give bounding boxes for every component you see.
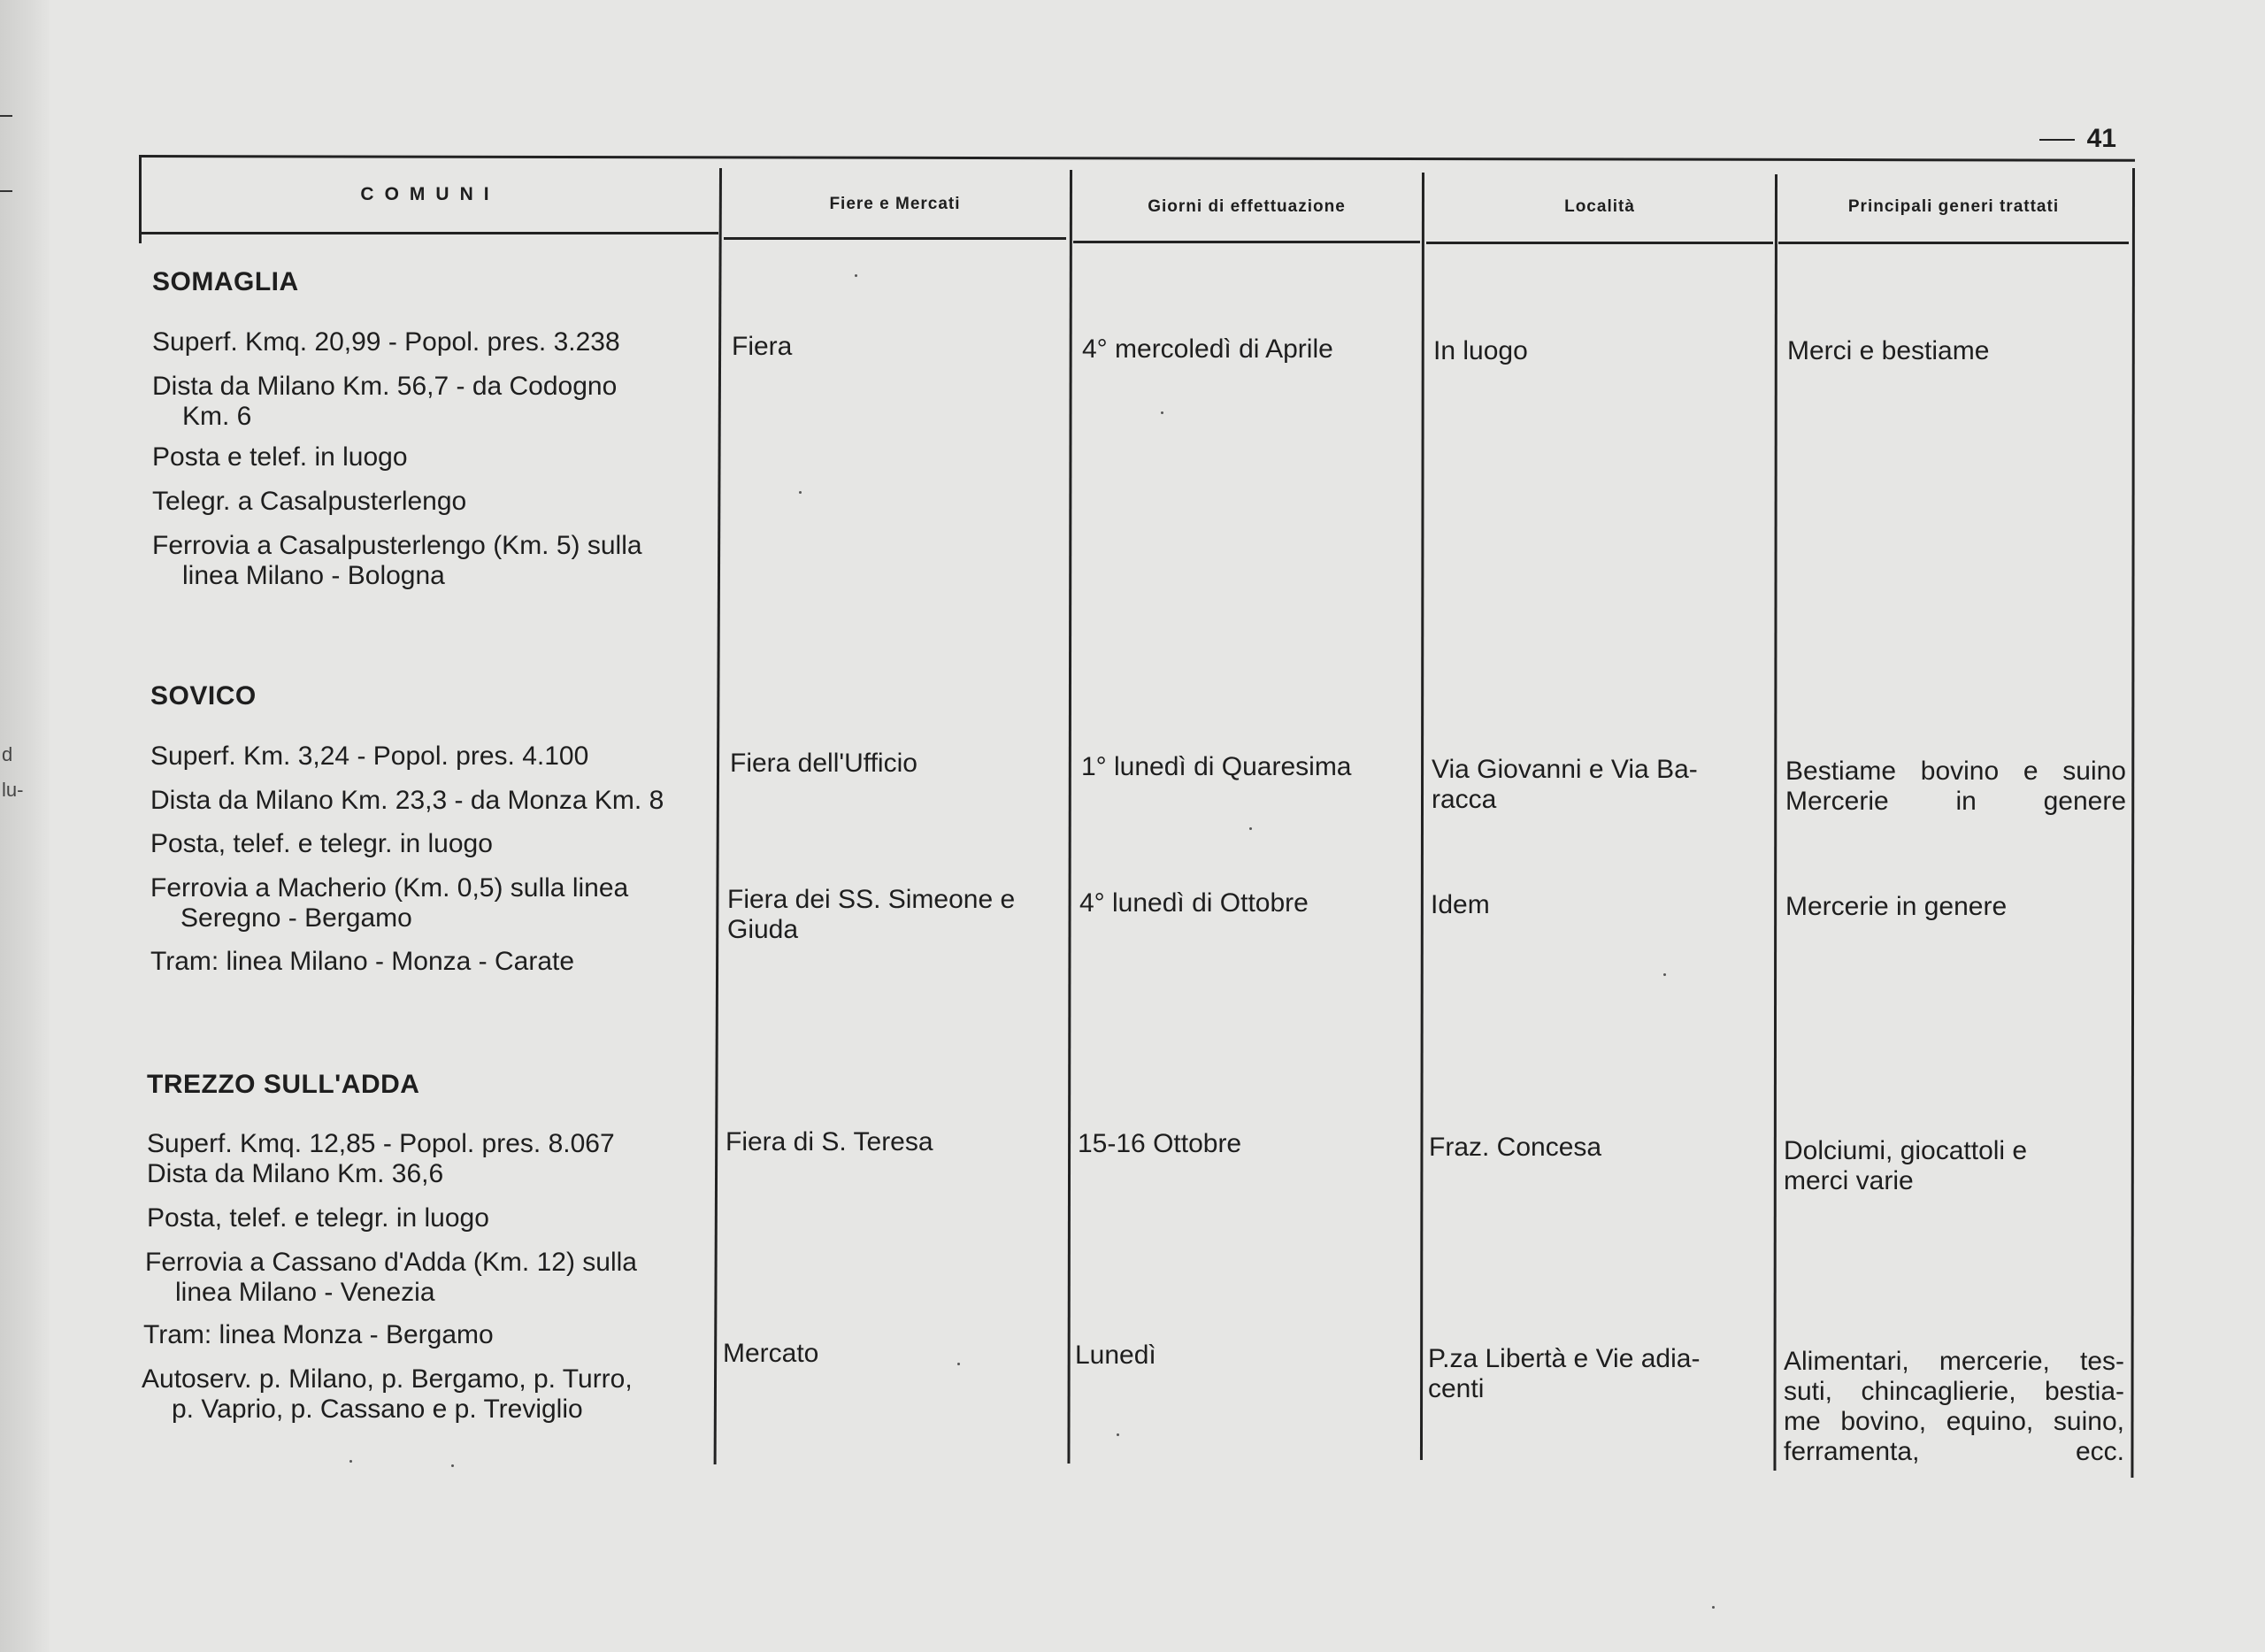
header-underline-comuni xyxy=(142,232,718,234)
column-separator xyxy=(1420,173,1424,1460)
binding-mark xyxy=(0,190,12,192)
town-name: SOMAGLIA xyxy=(152,267,299,296)
scan-speck xyxy=(1161,411,1163,414)
localita-cell: Via Giovanni e Via Ba- racca xyxy=(1432,755,1698,814)
generi-cell: Dolciumi, giocattoli e merci varie xyxy=(1784,1136,2028,1195)
localita-cell: Fraz. Concesa xyxy=(1429,1133,1602,1162)
fiera-cell: Fiera xyxy=(732,332,793,361)
town-info-line: Superf. Kmq. 12,85 - Popol. pres. 8.067 xyxy=(147,1129,615,1158)
table-top-rule xyxy=(139,155,2135,162)
town-name: TREZZO SULL'ADDA xyxy=(147,1070,420,1099)
header-localita: Località xyxy=(1564,197,1635,216)
town-info-line: Ferrovia a Macherio (Km. 0,5) sulla linea Seregno - Bergamo xyxy=(150,873,629,933)
town-info-line: Dista da Milano Km. 36,6 xyxy=(147,1159,444,1188)
scan-speck xyxy=(1249,827,1252,830)
scan-speck xyxy=(855,274,857,277)
localita-cell: In luogo xyxy=(1433,336,1528,365)
generi-cell: Bestiame bovino e suino Mercerie in genere xyxy=(1785,757,2126,816)
header-underline-giorni xyxy=(1073,241,1420,243)
town-info-line: Ferrovia a Casalpusterlengo (Km. 5) sulla linea Milano - Bologna xyxy=(152,531,642,590)
fiera-cell: Mercato xyxy=(723,1339,819,1368)
giorni-cell: 1° lunedì di Quaresima xyxy=(1081,752,1352,781)
town-info-line: Tram: linea Milano - Monza - Carate xyxy=(150,947,575,976)
town-info-line: Superf. Kmq. 20,99 - Popol. pres. 3.238 xyxy=(152,327,620,357)
scan-speck xyxy=(1663,973,1666,976)
column-separator xyxy=(1773,174,1777,1471)
scan-speck xyxy=(1117,1433,1119,1436)
localita-cell: P.za Libertà e Vie adia- centi xyxy=(1428,1344,1701,1403)
scan-speck xyxy=(799,491,802,494)
giorni-cell: 15-16 Ottobre xyxy=(1078,1129,1242,1158)
scan-speck xyxy=(1712,1606,1715,1609)
generi-cell: Mercerie in genere xyxy=(1785,892,2008,921)
scan-speck xyxy=(349,1460,352,1463)
fiera-cell: Fiera di S. Teresa xyxy=(726,1127,933,1156)
town-info-line: Posta, telef. e telegr. in luogo xyxy=(150,829,493,858)
header-underline-generi xyxy=(1778,242,2129,244)
scan-speck xyxy=(451,1464,454,1467)
binding-text-fragment: lu- xyxy=(2,779,24,801)
town-info-line: Dista da Milano Km. 23,3 - da Monza Km. 8 xyxy=(150,786,664,815)
binding-text-fragment: d xyxy=(2,743,13,765)
header-comuni: COMUNI xyxy=(360,184,500,204)
column-separator xyxy=(1067,170,1072,1464)
fiera-cell: Fiera dell'Ufficio xyxy=(730,749,918,778)
town-info-line: Telegr. a Casalpusterlengo xyxy=(152,487,467,516)
header-underline-localita xyxy=(1426,242,1773,244)
page-number-value: 41 xyxy=(2086,124,2116,153)
table-right-rule xyxy=(2131,168,2135,1478)
town-info-line: Ferrovia a Cassano d'Adda (Km. 12) sulla linea Milano - Venezia xyxy=(145,1248,637,1307)
header-principali-generi: Principali generi trattati xyxy=(1847,197,2060,216)
page-number xyxy=(2039,124,2116,154)
town-info-line: Posta e telef. in luogo xyxy=(152,442,408,472)
town-info-line: Posta, telef. e telegr. in luogo xyxy=(147,1203,489,1233)
scan-speck xyxy=(957,1363,960,1365)
town-info-line: Dista da Milano Km. 56,7 - da Codogno Km. 6 xyxy=(152,372,618,431)
fiera-cell: Fiera dei SS. Simeone e Giuda xyxy=(727,885,1016,944)
town-info-line: Tram: linea Monza - Bergamo xyxy=(143,1320,494,1349)
header-giorni-di-effettuazione: Giorni di effettuazione xyxy=(1148,197,1346,216)
generi-cell: Merci e bestiame xyxy=(1787,336,1990,365)
book-binding-edge xyxy=(0,0,50,1652)
binding-mark xyxy=(0,115,12,117)
giorni-cell: Lunedì xyxy=(1075,1341,1156,1370)
column-separator xyxy=(714,168,722,1464)
town-info-line: Autoserv. p. Milano, p. Bergamo, p. Turro, p. Vaprio, p. Cassano e p. Treviglio xyxy=(142,1364,633,1424)
header-underline-fiere xyxy=(724,237,1066,240)
page-number-dash xyxy=(2039,139,2075,141)
generi-cell: Alimentari, mercerie, tes- suti, chincaglierie, bestia- me bovino, equino, suino, ferramenta, ecc. xyxy=(1784,1347,2124,1466)
giorni-cell: 4° lunedì di Ottobre xyxy=(1079,888,1309,918)
giorni-cell: 4° mercoledì di Aprile xyxy=(1082,334,1333,364)
header-fiere-e-mercati: Fiere e Mercati xyxy=(829,195,961,213)
localita-cell: Idem xyxy=(1431,890,1490,919)
town-info-line: Superf. Km. 3,24 - Popol. pres. 4.100 xyxy=(150,741,589,771)
town-name: SOVICO xyxy=(150,681,257,711)
